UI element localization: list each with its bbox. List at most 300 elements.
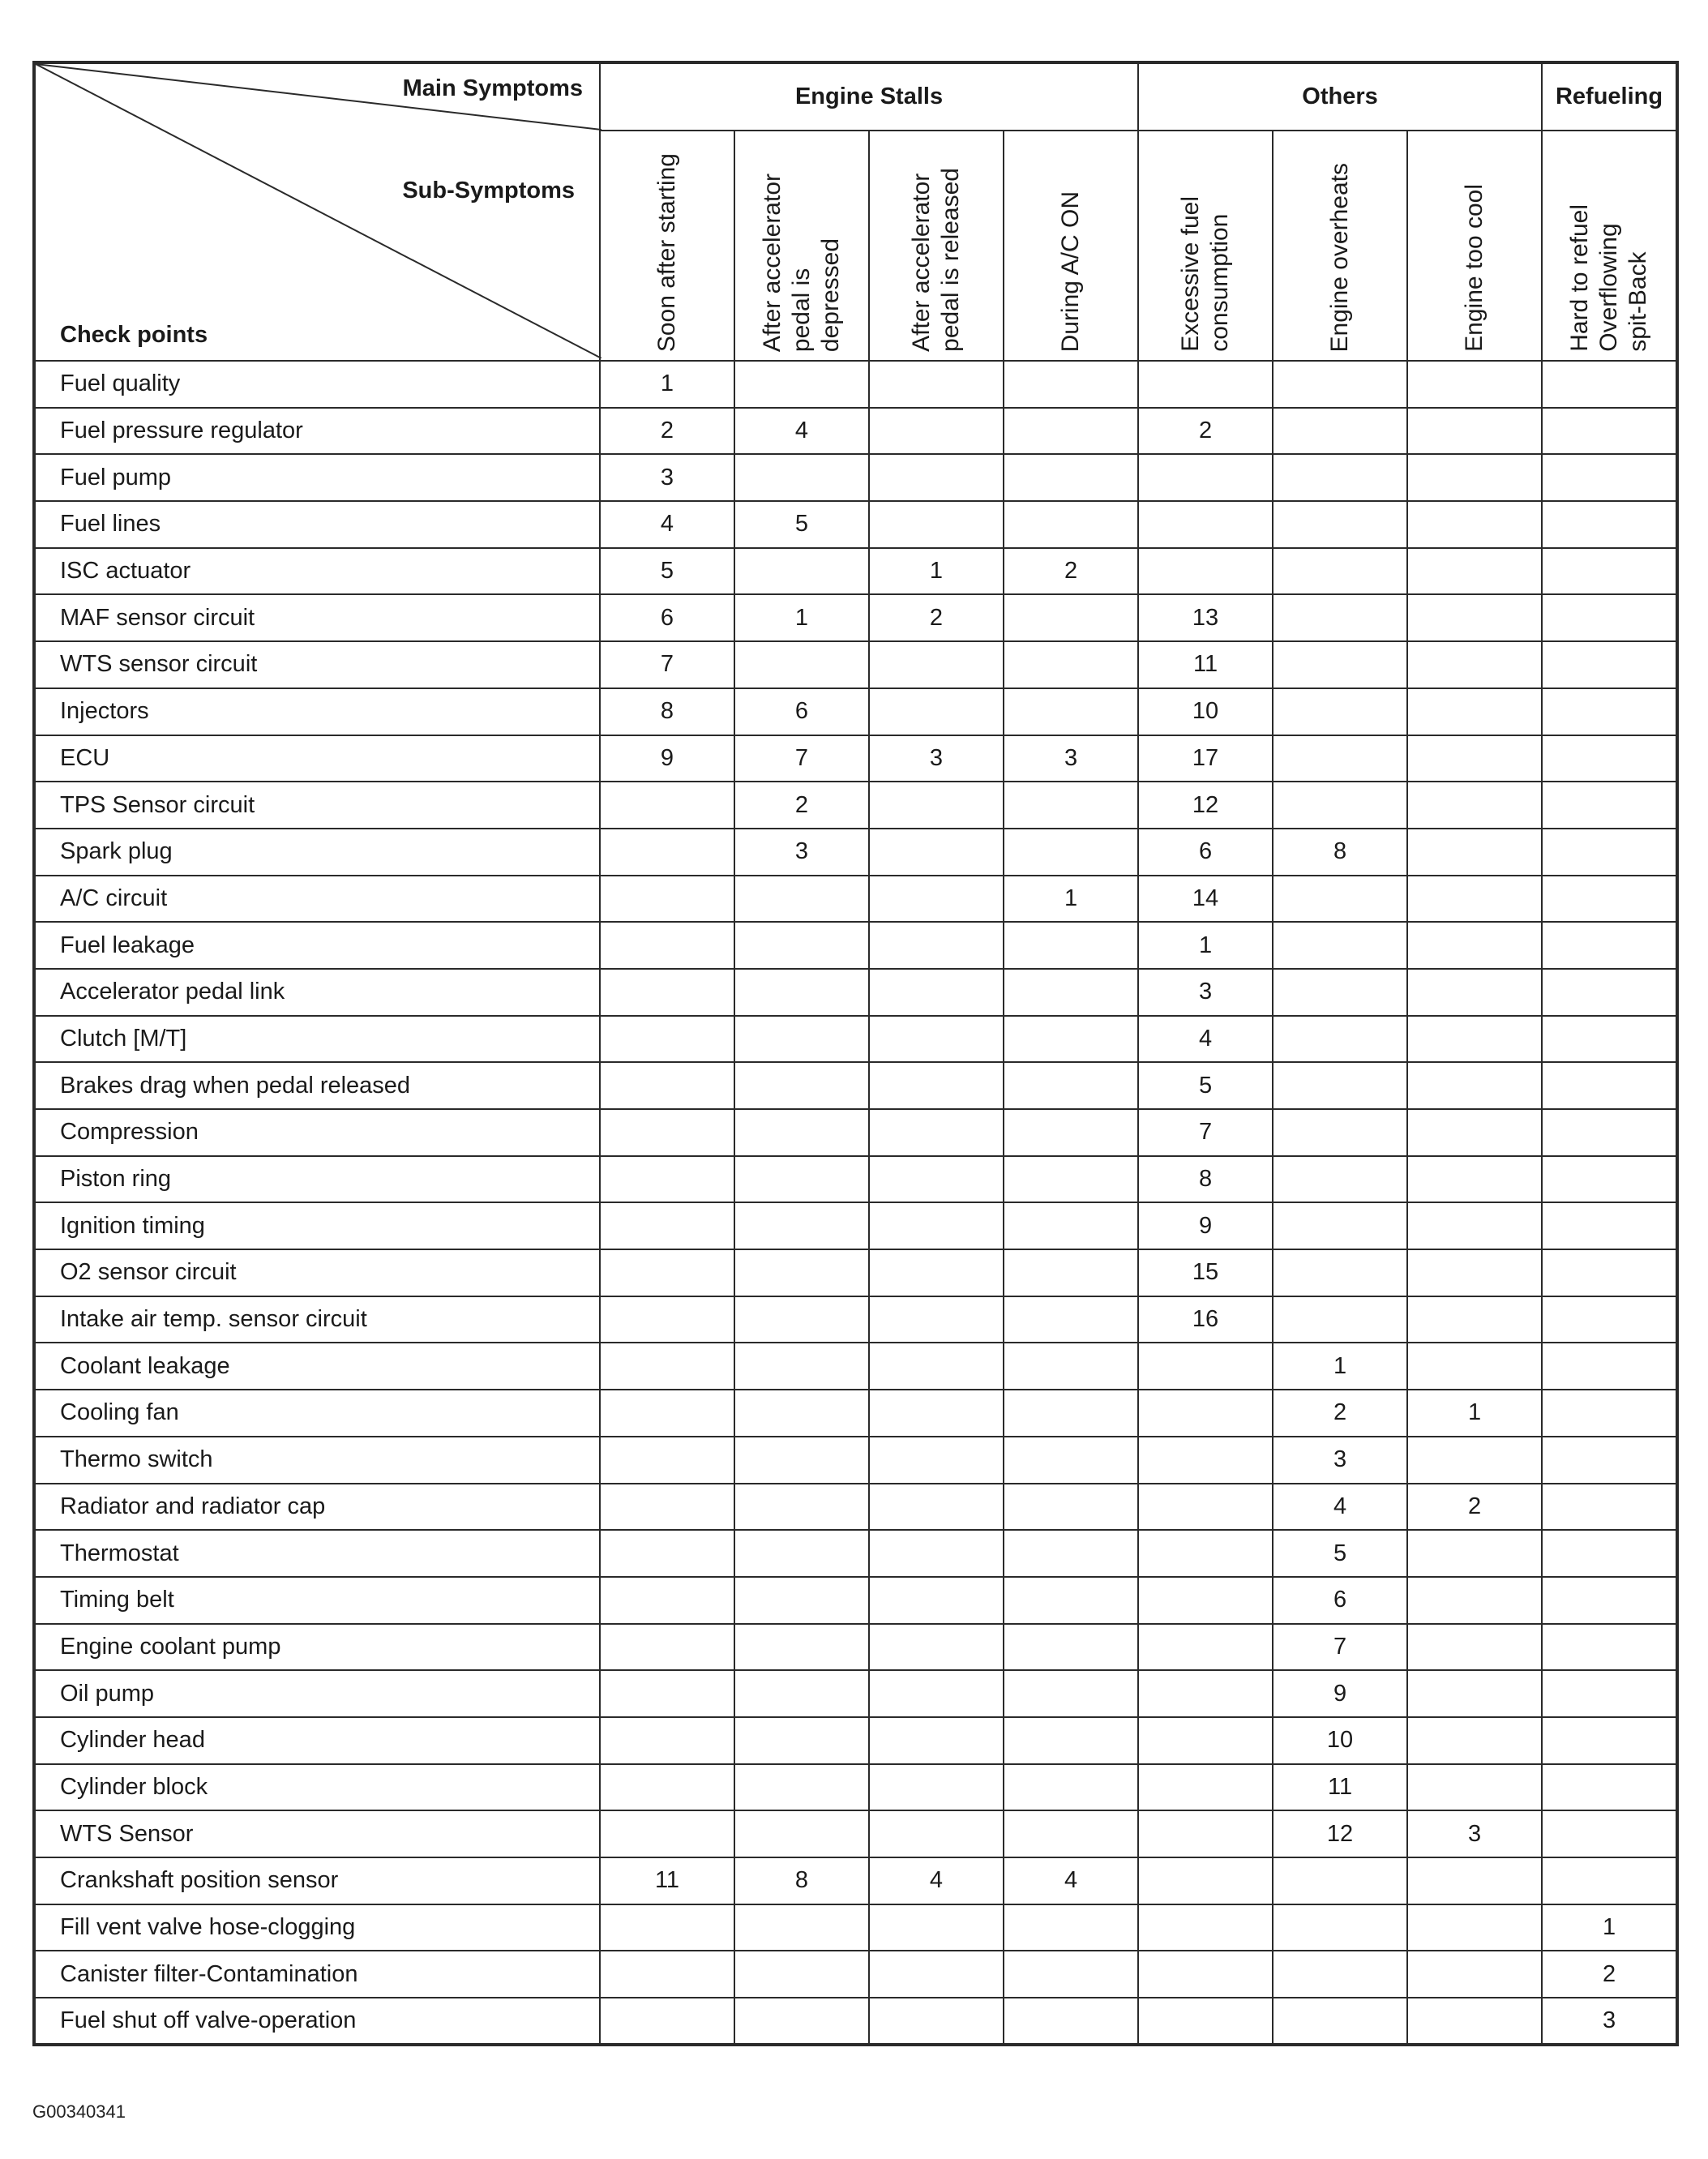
sub-symptom-label: Engine too cool <box>1461 184 1488 352</box>
priority-cell: 11 <box>1273 1764 1407 1811</box>
priority-cell: 1 <box>1273 1343 1407 1390</box>
priority-cell <box>1407 688 1542 735</box>
priority-cell <box>1004 688 1138 735</box>
priority-cell <box>1542 1062 1677 1109</box>
sub-symptom-header <box>1004 131 1138 361</box>
table-row <box>34 735 1677 782</box>
priority-cell <box>869 876 1004 923</box>
priority-cell: 8 <box>1273 829 1407 876</box>
sub-symptom-header <box>600 131 734 361</box>
priority-cell <box>600 829 734 876</box>
priority-cell <box>1138 1670 1273 1717</box>
priority-cell <box>869 1717 1004 1764</box>
priority-cell <box>1273 1904 1407 1951</box>
priority-cell <box>1407 1437 1542 1484</box>
table-row <box>34 1530 1677 1577</box>
table-row <box>34 1437 1677 1484</box>
priority-cell <box>600 1951 734 1998</box>
priority-cell <box>1273 548 1407 595</box>
check-point-label: Engine coolant pump <box>34 1624 600 1671</box>
priority-cell <box>734 1437 869 1484</box>
priority-cell: 9 <box>600 735 734 782</box>
sub-symptom-label: Engine overheats <box>1326 162 1354 352</box>
priority-cell <box>1138 1951 1273 1998</box>
priority-cell <box>869 1296 1004 1343</box>
priority-cell: 3 <box>869 735 1004 782</box>
table-row <box>34 454 1677 501</box>
priority-cell <box>1138 454 1273 501</box>
priority-cell <box>1542 829 1677 876</box>
priority-cell <box>600 1810 734 1857</box>
priority-cell: 8 <box>1138 1156 1273 1203</box>
priority-cell <box>1407 876 1542 923</box>
priority-cell <box>869 782 1004 829</box>
priority-cell <box>1273 1109 1407 1156</box>
priority-cell <box>1542 1764 1677 1811</box>
priority-cell: 4 <box>734 408 869 455</box>
priority-cell: 2 <box>1542 1951 1677 1998</box>
priority-cell <box>734 1810 869 1857</box>
check-point-label: Timing belt <box>34 1577 600 1624</box>
priority-cell <box>734 1764 869 1811</box>
priority-cell <box>1407 782 1542 829</box>
priority-cell <box>1273 1202 1407 1249</box>
table-row <box>34 688 1677 735</box>
priority-cell <box>600 1484 734 1531</box>
priority-cell <box>1273 1951 1407 1998</box>
priority-cell: 9 <box>1138 1202 1273 1249</box>
priority-cell <box>600 922 734 969</box>
table-row <box>34 1016 1677 1063</box>
priority-cell <box>1273 735 1407 782</box>
priority-cell <box>1004 1484 1138 1531</box>
priority-cell <box>1273 876 1407 923</box>
priority-cell: 1 <box>600 361 734 408</box>
priority-cell <box>1004 1343 1138 1390</box>
sub-symptom-header <box>1407 131 1542 361</box>
priority-cell: 7 <box>1138 1109 1273 1156</box>
priority-cell: 11 <box>1138 641 1273 688</box>
priority-cell <box>1542 735 1677 782</box>
priority-cell <box>1004 969 1138 1016</box>
priority-cell <box>1273 1016 1407 1063</box>
priority-cell <box>1004 594 1138 641</box>
priority-cell: 7 <box>734 735 869 782</box>
check-points-label: Check points <box>60 322 208 348</box>
check-point-label: Ignition timing <box>34 1202 600 1249</box>
priority-cell <box>1542 1156 1677 1203</box>
priority-cell <box>1542 454 1677 501</box>
priority-cell <box>1138 1810 1273 1857</box>
priority-cell <box>1407 1109 1542 1156</box>
priority-cell <box>734 1624 869 1671</box>
priority-cell <box>1407 1951 1542 1998</box>
priority-cell <box>1407 1062 1542 1109</box>
priority-cell <box>734 1249 869 1296</box>
priority-cell <box>869 408 1004 455</box>
priority-cell <box>734 1343 869 1390</box>
check-point-label: Canister filter-Contamination <box>34 1951 600 1998</box>
priority-cell: 5 <box>600 548 734 595</box>
priority-cell <box>1542 1624 1677 1671</box>
priority-cell: 2 <box>869 594 1004 641</box>
table-row <box>34 1951 1677 1998</box>
priority-cell <box>1407 1530 1542 1577</box>
priority-cell <box>600 1577 734 1624</box>
check-point-label: Cylinder block <box>34 1764 600 1811</box>
priority-cell <box>734 1670 869 1717</box>
priority-cell <box>1138 548 1273 595</box>
table-row <box>34 1202 1677 1249</box>
priority-cell <box>1138 1717 1273 1764</box>
priority-cell <box>1273 408 1407 455</box>
check-point-label: TPS Sensor circuit <box>34 782 600 829</box>
sub-symptom-header <box>1273 131 1407 361</box>
priority-cell <box>1138 501 1273 548</box>
priority-cell: 2 <box>734 782 869 829</box>
priority-cell <box>600 969 734 1016</box>
sub-symptom-label: Hard to refuel Overflowing spit-Back <box>1566 204 1652 352</box>
priority-cell <box>1407 1998 1542 2045</box>
table-row <box>34 641 1677 688</box>
table-row <box>34 361 1677 408</box>
priority-cell <box>869 1764 1004 1811</box>
priority-cell <box>869 969 1004 1016</box>
corner-diagonal-lines <box>36 64 601 358</box>
priority-cell <box>1407 1156 1542 1203</box>
priority-cell <box>734 1156 869 1203</box>
check-point-label: Fuel pressure regulator <box>34 408 600 455</box>
priority-cell: 2 <box>1004 548 1138 595</box>
priority-cell <box>1273 594 1407 641</box>
priority-cell <box>869 688 1004 735</box>
priority-cell <box>869 1062 1004 1109</box>
priority-cell <box>1273 1062 1407 1109</box>
figure-code: G00340341 <box>32 2101 126 2122</box>
priority-cell: 7 <box>600 641 734 688</box>
check-point-label: ECU <box>34 735 600 782</box>
priority-cell <box>734 361 869 408</box>
priority-cell <box>1004 1530 1138 1577</box>
priority-cell <box>1138 1577 1273 1624</box>
priority-cell <box>1407 829 1542 876</box>
priority-cell <box>1542 922 1677 969</box>
check-point-label: Fuel lines <box>34 501 600 548</box>
sub-symptom-label: After accelerator pedal is released <box>908 168 964 352</box>
sub-symptom-label: Soon after starting <box>653 152 680 352</box>
priority-cell <box>1004 922 1138 969</box>
priority-cell <box>600 782 734 829</box>
check-point-label: Crankshaft position sensor <box>34 1857 600 1904</box>
priority-cell <box>1004 1951 1138 1998</box>
priority-cell <box>1407 1343 1542 1390</box>
priority-cell: 15 <box>1138 1249 1273 1296</box>
check-point-label: WTS Sensor <box>34 1810 600 1857</box>
priority-cell <box>1542 1249 1677 1296</box>
table-row <box>34 1810 1677 1857</box>
table-row <box>34 1904 1677 1951</box>
priority-cell <box>1542 969 1677 1016</box>
table-row <box>34 1156 1677 1203</box>
priority-cell: 3 <box>734 829 869 876</box>
priority-cell <box>1273 1156 1407 1203</box>
priority-cell <box>1407 548 1542 595</box>
priority-cell <box>1542 1857 1677 1904</box>
priority-cell <box>734 1577 869 1624</box>
priority-cell: 12 <box>1273 1810 1407 1857</box>
priority-cell <box>1004 1717 1138 1764</box>
priority-cell <box>1138 1390 1273 1437</box>
priority-cell <box>734 548 869 595</box>
priority-cell <box>1542 876 1677 923</box>
priority-cell: 5 <box>1273 1530 1407 1577</box>
priority-cell <box>1004 501 1138 548</box>
check-point-label: Fuel shut off valve-operation <box>34 1998 600 2045</box>
priority-cell: 11 <box>600 1857 734 1904</box>
priority-cell <box>734 1390 869 1437</box>
table-row <box>34 1249 1677 1296</box>
priority-cell <box>1542 1202 1677 1249</box>
table-row <box>34 1343 1677 1390</box>
priority-cell <box>869 1390 1004 1437</box>
priority-cell <box>734 969 869 1016</box>
priority-cell <box>869 1484 1004 1531</box>
priority-cell <box>1407 1296 1542 1343</box>
priority-cell <box>1004 1390 1138 1437</box>
priority-cell <box>1542 1577 1677 1624</box>
priority-cell <box>869 1109 1004 1156</box>
priority-cell <box>1542 1109 1677 1156</box>
priority-cell: 10 <box>1273 1717 1407 1764</box>
priority-cell: 4 <box>869 1857 1004 1904</box>
priority-cell: 2 <box>1273 1390 1407 1437</box>
priority-cell <box>1273 688 1407 735</box>
priority-cell <box>1004 408 1138 455</box>
priority-cell <box>1004 641 1138 688</box>
priority-cell <box>1004 1577 1138 1624</box>
priority-cell <box>1407 1577 1542 1624</box>
header-corner-cell <box>34 62 600 361</box>
table-row <box>34 1296 1677 1343</box>
priority-cell <box>1407 1717 1542 1764</box>
priority-cell <box>734 641 869 688</box>
priority-cell <box>1273 969 1407 1016</box>
priority-cell <box>869 1810 1004 1857</box>
priority-cell <box>1004 1810 1138 1857</box>
priority-cell: 3 <box>1407 1810 1542 1857</box>
priority-cell <box>1542 361 1677 408</box>
priority-cell <box>1004 1670 1138 1717</box>
priority-cell: 5 <box>1138 1062 1273 1109</box>
priority-cell <box>600 876 734 923</box>
priority-cell <box>1004 1109 1138 1156</box>
main-symptom-group: Engine Stalls <box>600 62 1138 131</box>
sub-symptom-header <box>1542 131 1677 361</box>
priority-cell <box>1273 454 1407 501</box>
priority-cell <box>1004 1156 1138 1203</box>
priority-cell <box>869 1998 1004 2045</box>
priority-cell <box>1542 548 1677 595</box>
check-point-label: Cylinder head <box>34 1717 600 1764</box>
priority-cell <box>734 1998 869 2045</box>
priority-cell <box>600 1062 734 1109</box>
priority-cell <box>734 1951 869 1998</box>
check-point-label: Fill vent valve hose-clogging <box>34 1904 600 1951</box>
check-point-label: Injectors <box>34 688 600 735</box>
priority-cell: 1 <box>1407 1390 1542 1437</box>
priority-cell <box>1542 782 1677 829</box>
priority-cell <box>600 1249 734 1296</box>
priority-cell <box>1138 1857 1273 1904</box>
check-point-label: Clutch [M/T] <box>34 1016 600 1063</box>
sub-symptom-header <box>1138 131 1273 361</box>
priority-cell <box>1273 1249 1407 1296</box>
priority-cell <box>600 1343 734 1390</box>
priority-cell <box>869 361 1004 408</box>
priority-cell <box>1407 922 1542 969</box>
priority-cell <box>1542 688 1677 735</box>
table-row <box>34 408 1677 455</box>
priority-cell <box>1542 501 1677 548</box>
priority-cell <box>1004 782 1138 829</box>
priority-cell <box>1004 1437 1138 1484</box>
priority-cell <box>869 1249 1004 1296</box>
sub-symptom-header <box>869 131 1004 361</box>
check-point-label: Thermo switch <box>34 1437 600 1484</box>
priority-cell <box>1407 641 1542 688</box>
priority-cell <box>869 641 1004 688</box>
priority-cell: 1 <box>734 594 869 641</box>
priority-cell <box>1542 1437 1677 1484</box>
check-point-label: Spark plug <box>34 829 600 876</box>
check-point-label: O2 sensor circuit <box>34 1249 600 1296</box>
priority-cell <box>1138 1624 1273 1671</box>
priority-cell: 3 <box>1138 969 1273 1016</box>
priority-cell <box>1004 1764 1138 1811</box>
check-point-label: A/C circuit <box>34 876 600 923</box>
priority-cell <box>1138 1904 1273 1951</box>
priority-cell <box>600 1717 734 1764</box>
priority-cell: 3 <box>1004 735 1138 782</box>
priority-cell <box>869 1156 1004 1203</box>
priority-cell <box>869 1577 1004 1624</box>
table-row <box>34 548 1677 595</box>
priority-cell <box>869 922 1004 969</box>
priority-cell <box>1407 594 1542 641</box>
table-row <box>34 1109 1677 1156</box>
table-row <box>34 501 1677 548</box>
priority-cell <box>600 1437 734 1484</box>
priority-cell: 17 <box>1138 735 1273 782</box>
priority-cell <box>1407 501 1542 548</box>
sub-symptom-label: Excessive fuel consumption <box>1177 196 1234 352</box>
table-row <box>34 1764 1677 1811</box>
priority-cell <box>1542 1670 1677 1717</box>
priority-cell <box>1407 1764 1542 1811</box>
check-point-label: Coolant leakage <box>34 1343 600 1390</box>
priority-cell: 4 <box>600 501 734 548</box>
priority-cell <box>1542 1530 1677 1577</box>
priority-cell <box>1273 361 1407 408</box>
sub-symptom-label: After accelerator pedal is depressed <box>759 173 844 352</box>
priority-cell <box>869 1016 1004 1063</box>
priority-cell: 2 <box>1138 408 1273 455</box>
priority-cell <box>1138 1998 1273 2045</box>
priority-cell <box>600 1202 734 1249</box>
sub-symptom-header <box>734 131 869 361</box>
check-point-label: Compression <box>34 1109 600 1156</box>
priority-cell <box>734 922 869 969</box>
priority-cell <box>1542 1343 1677 1390</box>
priority-cell: 3 <box>1273 1437 1407 1484</box>
check-point-label: Radiator and radiator cap <box>34 1484 600 1531</box>
priority-cell <box>1407 1624 1542 1671</box>
priority-cell <box>600 1156 734 1203</box>
priority-cell: 6 <box>734 688 869 735</box>
priority-cell <box>1542 641 1677 688</box>
priority-cell <box>1273 782 1407 829</box>
priority-cell <box>1004 1904 1138 1951</box>
priority-cell: 3 <box>600 454 734 501</box>
priority-cell <box>1138 361 1273 408</box>
priority-cell: 16 <box>1138 1296 1273 1343</box>
main-symptom-group: Others <box>1138 62 1542 131</box>
check-point-label: ISC actuator <box>34 548 600 595</box>
priority-cell: 4 <box>1138 1016 1273 1063</box>
priority-cell: 8 <box>600 688 734 735</box>
priority-cell <box>869 501 1004 548</box>
priority-cell <box>600 1296 734 1343</box>
priority-cell <box>600 1109 734 1156</box>
table-row <box>34 1857 1677 1904</box>
priority-cell: 13 <box>1138 594 1273 641</box>
priority-cell <box>734 1062 869 1109</box>
table-row <box>34 1717 1677 1764</box>
priority-cell <box>869 454 1004 501</box>
priority-cell: 1 <box>1004 876 1138 923</box>
priority-cell <box>1138 1484 1273 1531</box>
priority-cell <box>734 876 869 923</box>
priority-cell <box>869 1904 1004 1951</box>
priority-cell <box>1138 1437 1273 1484</box>
main-symptoms-label: Main Symptoms <box>402 75 583 101</box>
priority-cell: 2 <box>600 408 734 455</box>
priority-cell <box>600 1904 734 1951</box>
table-row <box>34 1484 1677 1531</box>
priority-cell: 14 <box>1138 876 1273 923</box>
priority-cell <box>869 1343 1004 1390</box>
priority-cell <box>734 454 869 501</box>
priority-cell <box>1542 1717 1677 1764</box>
priority-cell: 6 <box>600 594 734 641</box>
priority-cell <box>734 1296 869 1343</box>
priority-cell <box>1273 501 1407 548</box>
priority-cell <box>1542 594 1677 641</box>
check-point-label: Brakes drag when pedal released <box>34 1062 600 1109</box>
check-point-label: Oil pump <box>34 1670 600 1717</box>
priority-cell <box>1407 1857 1542 1904</box>
priority-cell: 9 <box>1273 1670 1407 1717</box>
priority-cell <box>734 1016 869 1063</box>
table-row <box>34 1062 1677 1109</box>
priority-cell: 1 <box>1542 1904 1677 1951</box>
priority-cell <box>869 1437 1004 1484</box>
priority-cell: 6 <box>1138 829 1273 876</box>
priority-cell <box>869 1624 1004 1671</box>
priority-cell: 8 <box>734 1857 869 1904</box>
check-point-label: Cooling fan <box>34 1390 600 1437</box>
check-point-label: Piston ring <box>34 1156 600 1203</box>
